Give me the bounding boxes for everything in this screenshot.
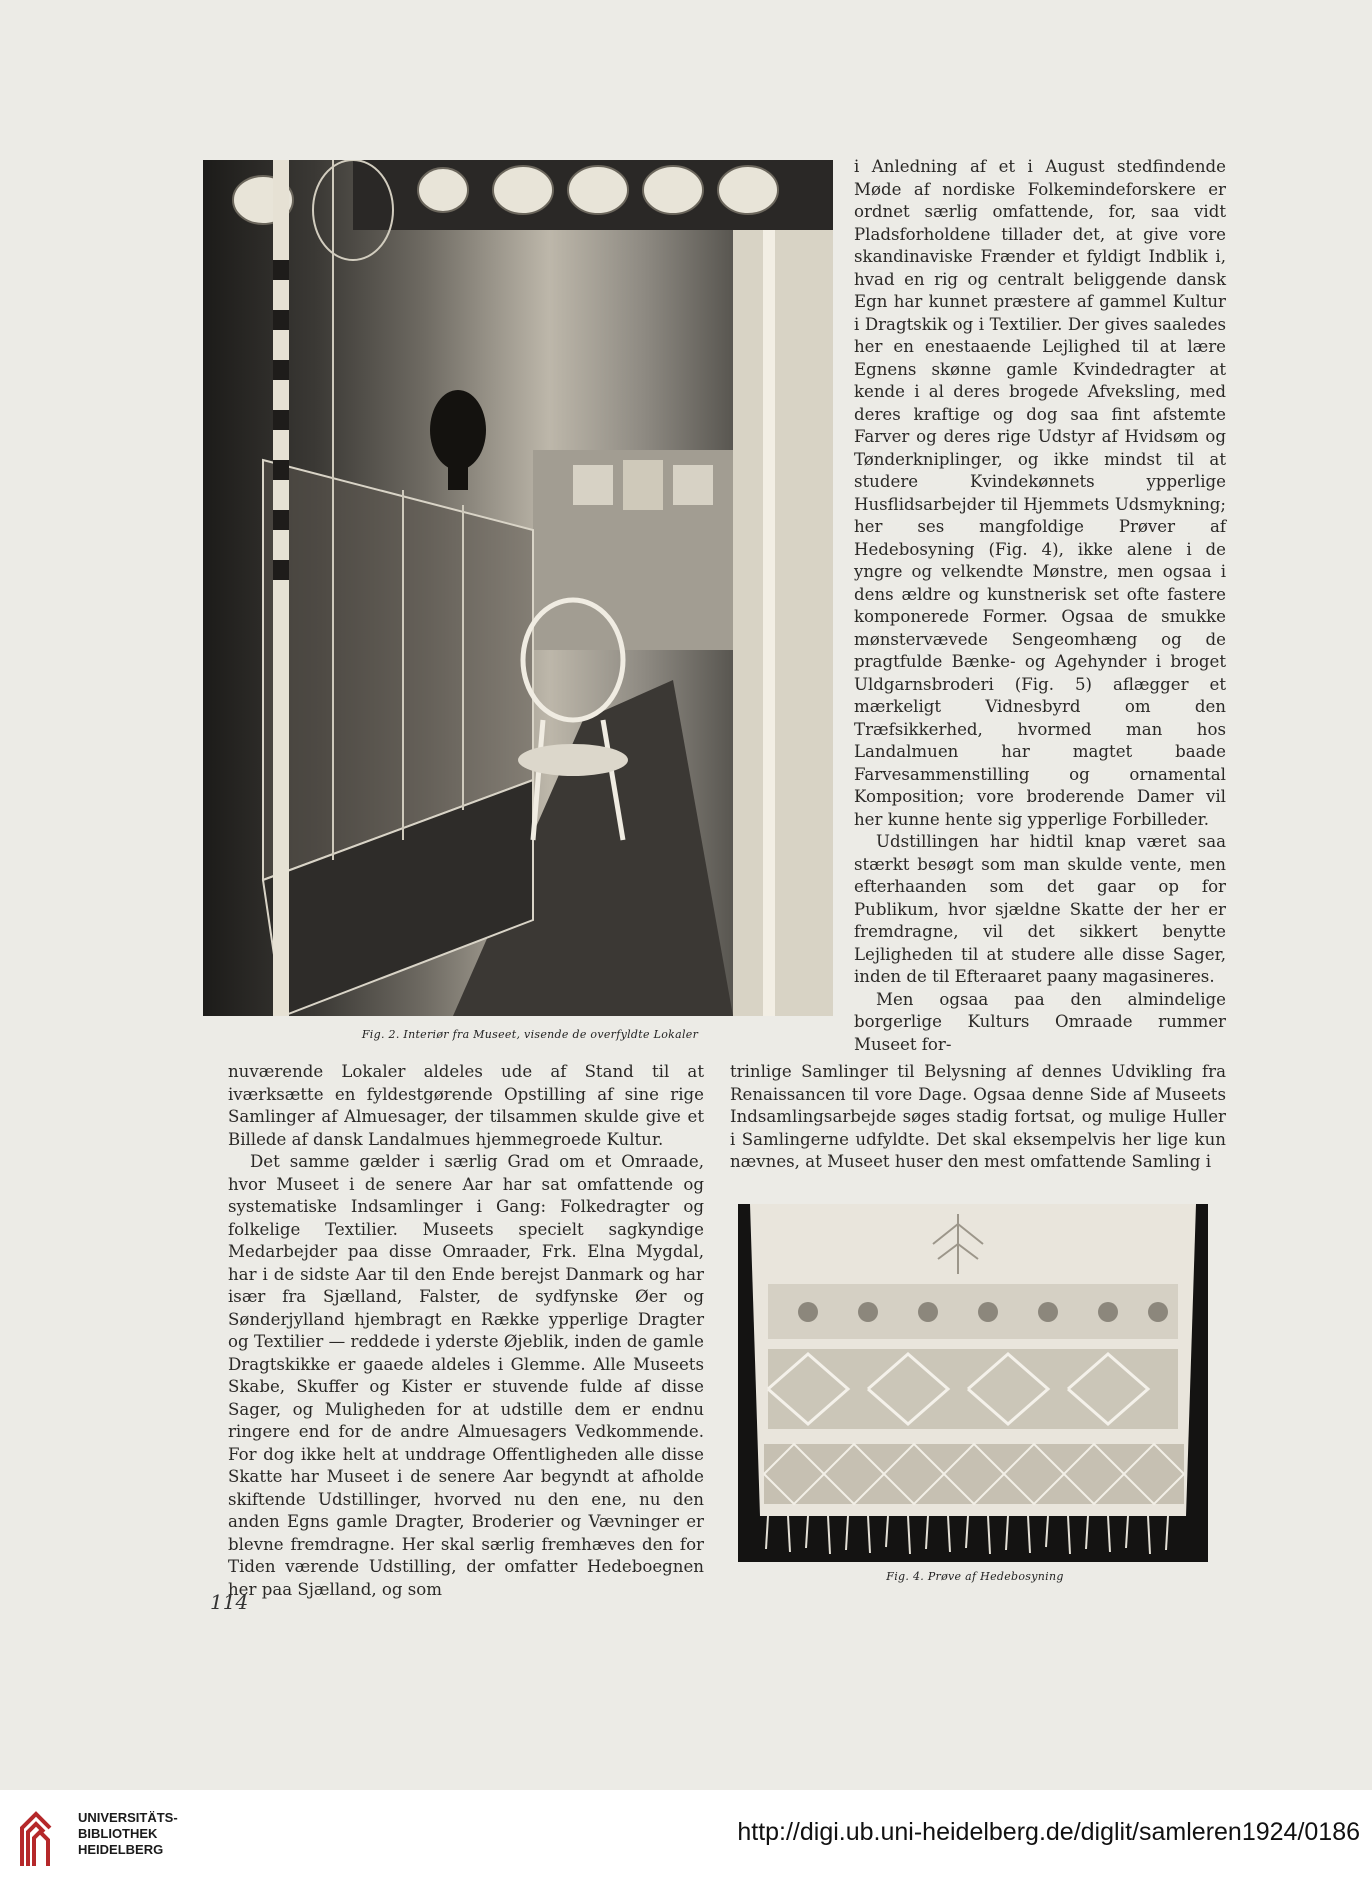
paragraph: nuværende Lokaler aldeles ude af Stand til at iværksætte en fyldestgørende Opstilling af sine rige Samlinger af Almuesager, der tilsammen skulde give et Billede af dansk Landalmues hjemmegroede Kultur. <box>228 1062 704 1149</box>
library-logo-icon <box>18 1808 54 1870</box>
middle-text-column <box>730 1061 1226 1174</box>
logo-line: HEIDELBERG <box>78 1842 164 1857</box>
figure-hedebo-embroidery-photo <box>738 1204 1208 1562</box>
source-url-link[interactable]: http://digi.ub.uni-heidelberg.de/diglit/samleren1924/0186 <box>737 1818 1360 1846</box>
paragraph: Men ogsaa paa den almindelige borgerlige Kulturs Omraade rummer Museet for- <box>854 989 1226 1054</box>
figure-museum-interior-photo <box>203 160 833 1016</box>
right-text-column <box>854 156 1226 1056</box>
logo-line: BIBLIOTHEK <box>78 1826 158 1841</box>
paragraph: i Anledning af et i August stedfindende Møde af nordiske Folkemindeforskere er ordnet særlig omfattende, for, saa vidt Pladsforholdene tillader det, at give vore skandinaviske Frænder et fyldigt Indblik i, hvad en rig og centralt beliggende dansk Egn har kunnet præstere af gammel Kultur i Dragtskik og i Textilier. Der gives saaledes her en enestaaende Lejlighed til at lære Egnens skønne gamle Kvindedragter at kende i al deres brogede Afveksling, med deres kraftige og dog saa fint afstemte Farver og deres rige Udstyr af Hvidsøm og Tønderkniplinger, og ikke mindst til at studere Kvindekønnets ypperlige Husflidsarbejder til Hjemmets Udsmykning; her ses mangfoldige Prøver af Hedebosyning (Fig. 4), ikke alene i de yngre og velkendte Mønstre, men ogsaa i dens ældre og kunstnerisk set ofte fastere komponerede Former. Ogsaa de smukke mønstervævede Sengeomhæng og de pragtfulde Bænke- og Agehynder i broget Uldgarnsbroderi (Fig. 5) aflægger et mærkeligt Vidnesbyrd om den Træfsikkerhed, hvormed man hos Landalmuen har magtet baade Farvesammenstilling og ornamental Komposition; vore broderende Damer vil her kunne hente sig ypperlige Forbilleder. <box>854 157 1226 829</box>
paragraph: trinlige Samlinger til Belysning af dennes Udvikling fra Renaissancen til vore Dage. Ogsaa denne Side af Museets Indsamlingsarbejde søges stadig fortsat, og mulige Huller i Samlingerne udfyldte. Det skal eksempelvis her lige kun nævnes, at Museet huser den mest omfattende Samling i <box>730 1062 1226 1171</box>
logo-line: UNIVERSITÄTS- <box>78 1810 178 1825</box>
figure4-caption: Fig. 4. Prøve af Hedebosyning <box>886 1570 1064 1583</box>
paragraph: Det samme gælder i særlig Grad om et Omraade, hvor Museet i de senere Aar har sat omfattende og systematiske Indsamlinger i Gang: Folkedragter og folkelige Textilier. Museets specielt sagkyndige Medarbejder paa disse Omraader, Frk. Elna Mygdal, har i de sidste Aar til den Ende berejst Danmark og har især fra Sjælland, Falster, de sydfynske Øer og Sønderjylland hjembragt en Række ypperlige Dragter og Textilier — reddede i yderste Øjeblik, inden de gamle Dragtskikke er gaaede aldeles i Glemme. Alle Museets Skabe, Skuffer og Kister er stuvende fulde af disse Sager, og Muligheden for at udstille dem er endnu ringere end for de andre Almuesagers Vedkommende. For dog ikke helt at unddrage Offentligheden alle disse Skatte har Museet i de senere Aar begyndt at afholde skiftende Udstillinger, hvorved nu den ene, nu den anden Egns gamle Dragter, Broderier og Vævninger er blevne fremdragne. Her skal særlig fremhæves den for Tiden værende Udstilling, der omfatter Hedeboegnen her paa Sjælland, og som <box>228 1152 704 1599</box>
figure2-caption: Fig. 2. Interiør fra Museet, visende de overfyldte Lokaler <box>361 1028 699 1041</box>
paragraph: Udstillingen har hidtil knap været saa stærkt besøgt som man skulde vente, men efterhaanden som det gaar op for Publikum, hvor sjældne Skatte der her er fremdragne, vil det sikkert benytte Lejligheden til at studere alle disse Sager, inden de til Efteraaret paany magasineres. <box>854 832 1226 986</box>
library-logo-text[interactable] <box>78 1810 178 1858</box>
left-text-column <box>228 1061 704 1601</box>
page-number: 114 <box>210 1590 249 1614</box>
